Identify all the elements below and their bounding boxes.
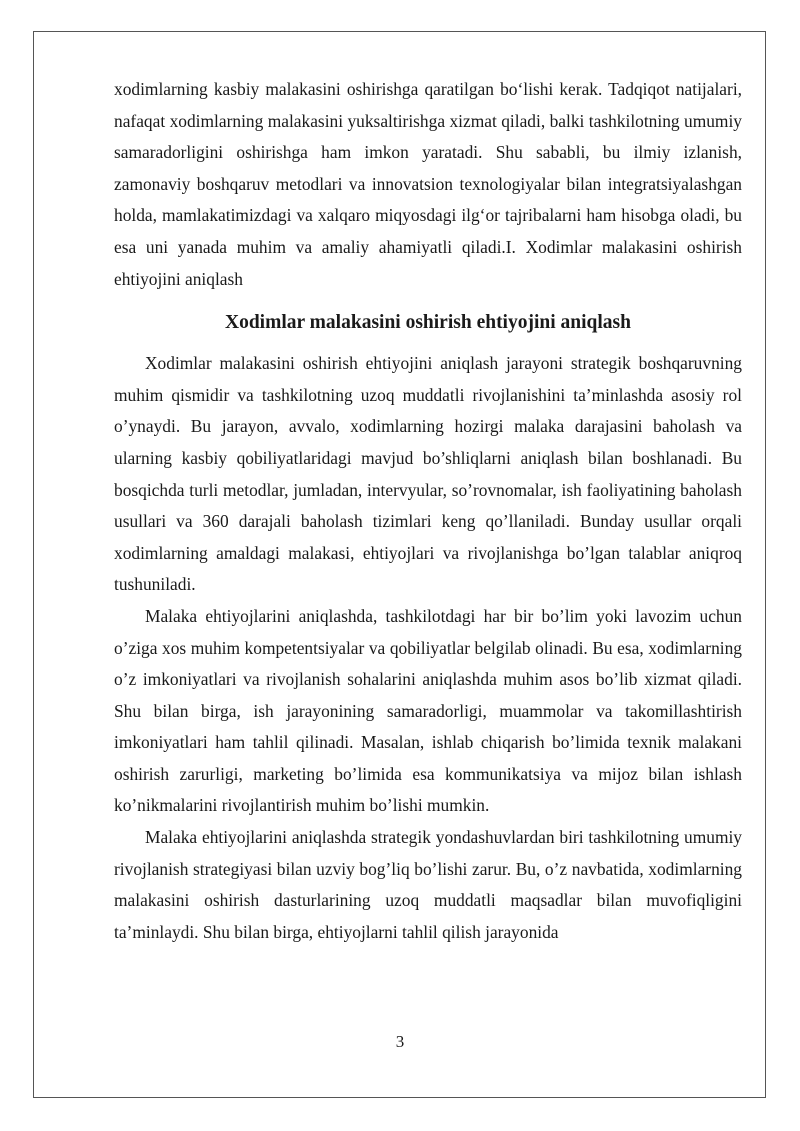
intro-paragraph: xodimlarning kasbiy malakasini oshirishga qaratilgan bo‘lishi kerak. Tadqiqot natijalari, nafaqat xodimlarning malakasini yuksaltirishga xizmat qiladi, balki tashkilotning umumiy samaradorligini oshirishga ham imkon yaratadi. Shu sababli, bu ilmiy izlanish, zamonaviy boshqaruv metodlari va innovatsion texnologiyalar bilan integratsiyalashgan holda, mamlakatimizdagi va xalqaro miqyosdagi ilg‘or tajribalarni ham hisobga oladi, bu esa uni yanada muhim va amaliy ahamiyatli qiladi.I. Xodimlar malakasini oshirish ehtiyojini aniqlash — [114, 79, 742, 289]
body-paragraph-1: Xodimlar malakasini oshirish ehtiyojini aniqlash jarayoni strategik boshqaruvning muhim qismidir va tashkilotning uzoq muddatli rivojlanishini ta’minlashda asosiy rol o’ynaydi. Bu jarayon, avvalo, xodimlarning hozirgi malaka darajasini baholash va ularning kasbiy qobiliyatlaridagi mavjud bo’shliqlarni aniqlash bilan boshlanadi. Bu bosqichda turli metodlar, jumladan, intervyular, so’rovnomalar, ish faoliyatining baholash usullari va 360 darajali baholash tizimlari keng qo’llaniladi. Bunday usullar orqali xodimlarning amaldagi malakasi, ehtiyojlari va rivojlanishga bo’lgan talablar aniqroq tushuniladi. — [114, 353, 742, 595]
page-number: 3 — [395, 1032, 405, 1051]
section-heading: Xodimlar malakasini oshirish ehtiyojini aniqlash — [225, 312, 631, 334]
body-paragraph-3: Malaka ehtiyojlarini aniqlashda strategik yondashuvlardan biri tashkilotning umumiy rivojlanish strategiyasi bilan uzviy bog’liq bo’lishi zarur. Bu, o’z navbatida, xodimlarning malakasini oshirish dasturlarining uzoq muddatli maqsadlar bilan muvofiqligini ta’minlaydi. Shu bilan birga, ehtiyojlarni tahlil qilish jarayonida — [114, 827, 742, 942]
body-paragraph-2: Malaka ehtiyojlarini aniqlashda, tashkilotdagi har bir bo’lim yoki lavozim uchun o’ziga xos muhim kompetentsiyalar va qobiliyatlar belgilab olinadi. Bu esa, xodimlarning o’z imkoniyatlari va rivojlanish sohalarini aniqlashda muhim asos bo’lib xizmat qiladi. Shu bilan birga, ish jarayonining samaradorligi, muammolar va takomillashtirish imkoniyatlari ham tahlil qilinadi. Masalan, ishlab chiqarish bo’limida texnik malakani oshirish zarurligi, marketing bo’limida esa kommunikatsiya va mijoz bilan ishlash ko’nikmalarini rivojlantirish muhim bo’lishi mumkin. — [114, 605, 742, 816]
document-body — [114, 74, 742, 948]
